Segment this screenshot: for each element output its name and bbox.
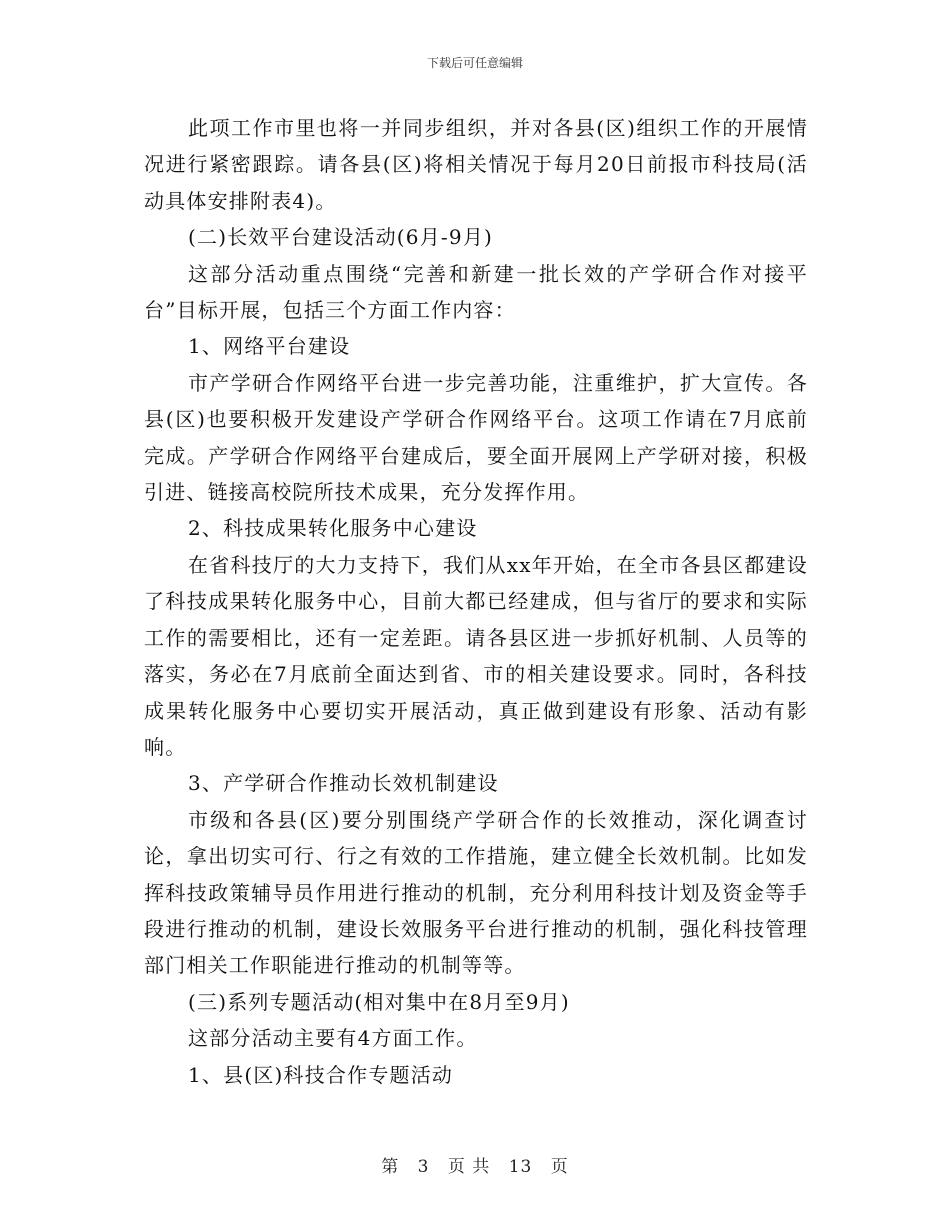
subsection-heading: 3、产学研合作推动长效机制建设 [188,771,499,796]
footer-page-number: 3 [417,1157,430,1177]
section-heading: (三)系列专题活动(相对集中在8月至9月) [188,989,570,1014]
footer-total-pages: 13 [508,1157,533,1177]
footer-suffix: 页 [550,1157,569,1177]
paragraph: 市级和各县(区)要分别围绕产学研合作的长效推动，深化调查讨论，拿出切实可行、行之有效的工作措施，建立健全长效机制。比如发挥科技政策辅导员作用进行推动的机制，充分利用科技计划及资金等手段进行推动的机制，建设长效服务平台进行推动的机制，强化科技管理部门相关工作职能进行推动的机制等等。 [144,807,808,978]
paragraph: 这部分活动主要有4方面工作。 [188,1026,478,1051]
paragraph: 这部分活动重点围绕“完善和新建一批长效的产学研合作对接平台”目标开展，包括三个方面工作内容： [144,261,808,323]
footer-prefix: 第 [381,1157,400,1177]
paragraph: 此项工作市里也将一并同步组织，并对各县(区)组织工作的开展情况进行紧密跟踪。请各县(区)将相关情况于每月20日前报市科技局(活动具体安排附表4)。 [144,116,808,213]
document-body [144,110,808,1093]
subsection-heading: 1、县(区)科技合作专题活动 [188,1062,454,1087]
paragraph: 在省科技厅的大力支持下，我们从xx年开始，在全市各县区都建设了科技成果转化服务中心，目前大都已经建成，但与省厅的要求和实际工作的需要相比，还有一定差距。请各县区进一步抓好机制、人员等的落实，务必在7月底前全面达到省、市的相关建设要求。同时，各科技成果转化服务中心要切实开展活动，真正做到建设有形象、活动有影响。 [144,552,808,759]
page-header: 下载后可任意编辑 [426,56,523,70]
subsection-heading: 1、网络平台建设 [188,334,351,359]
section-heading: (二)长效平台建设活动(6月-9月) [188,225,494,250]
subsection-heading: 2、科技成果转化服务中心建设 [188,516,478,541]
page-footer [0,1152,950,1177]
paragraph: 市产学研合作网络平台进一步完善功能，注重维护，扩大宣传。各县(区)也要积极开发建设产学研合作网络平台。这项工作请在7月底前完成。产学研合作网络平台建成后，要全面开展网上产学研对接，积极引进、链接高校院所技术成果，充分发挥作用。 [144,370,808,505]
footer-middle: 页 共 [447,1157,491,1177]
